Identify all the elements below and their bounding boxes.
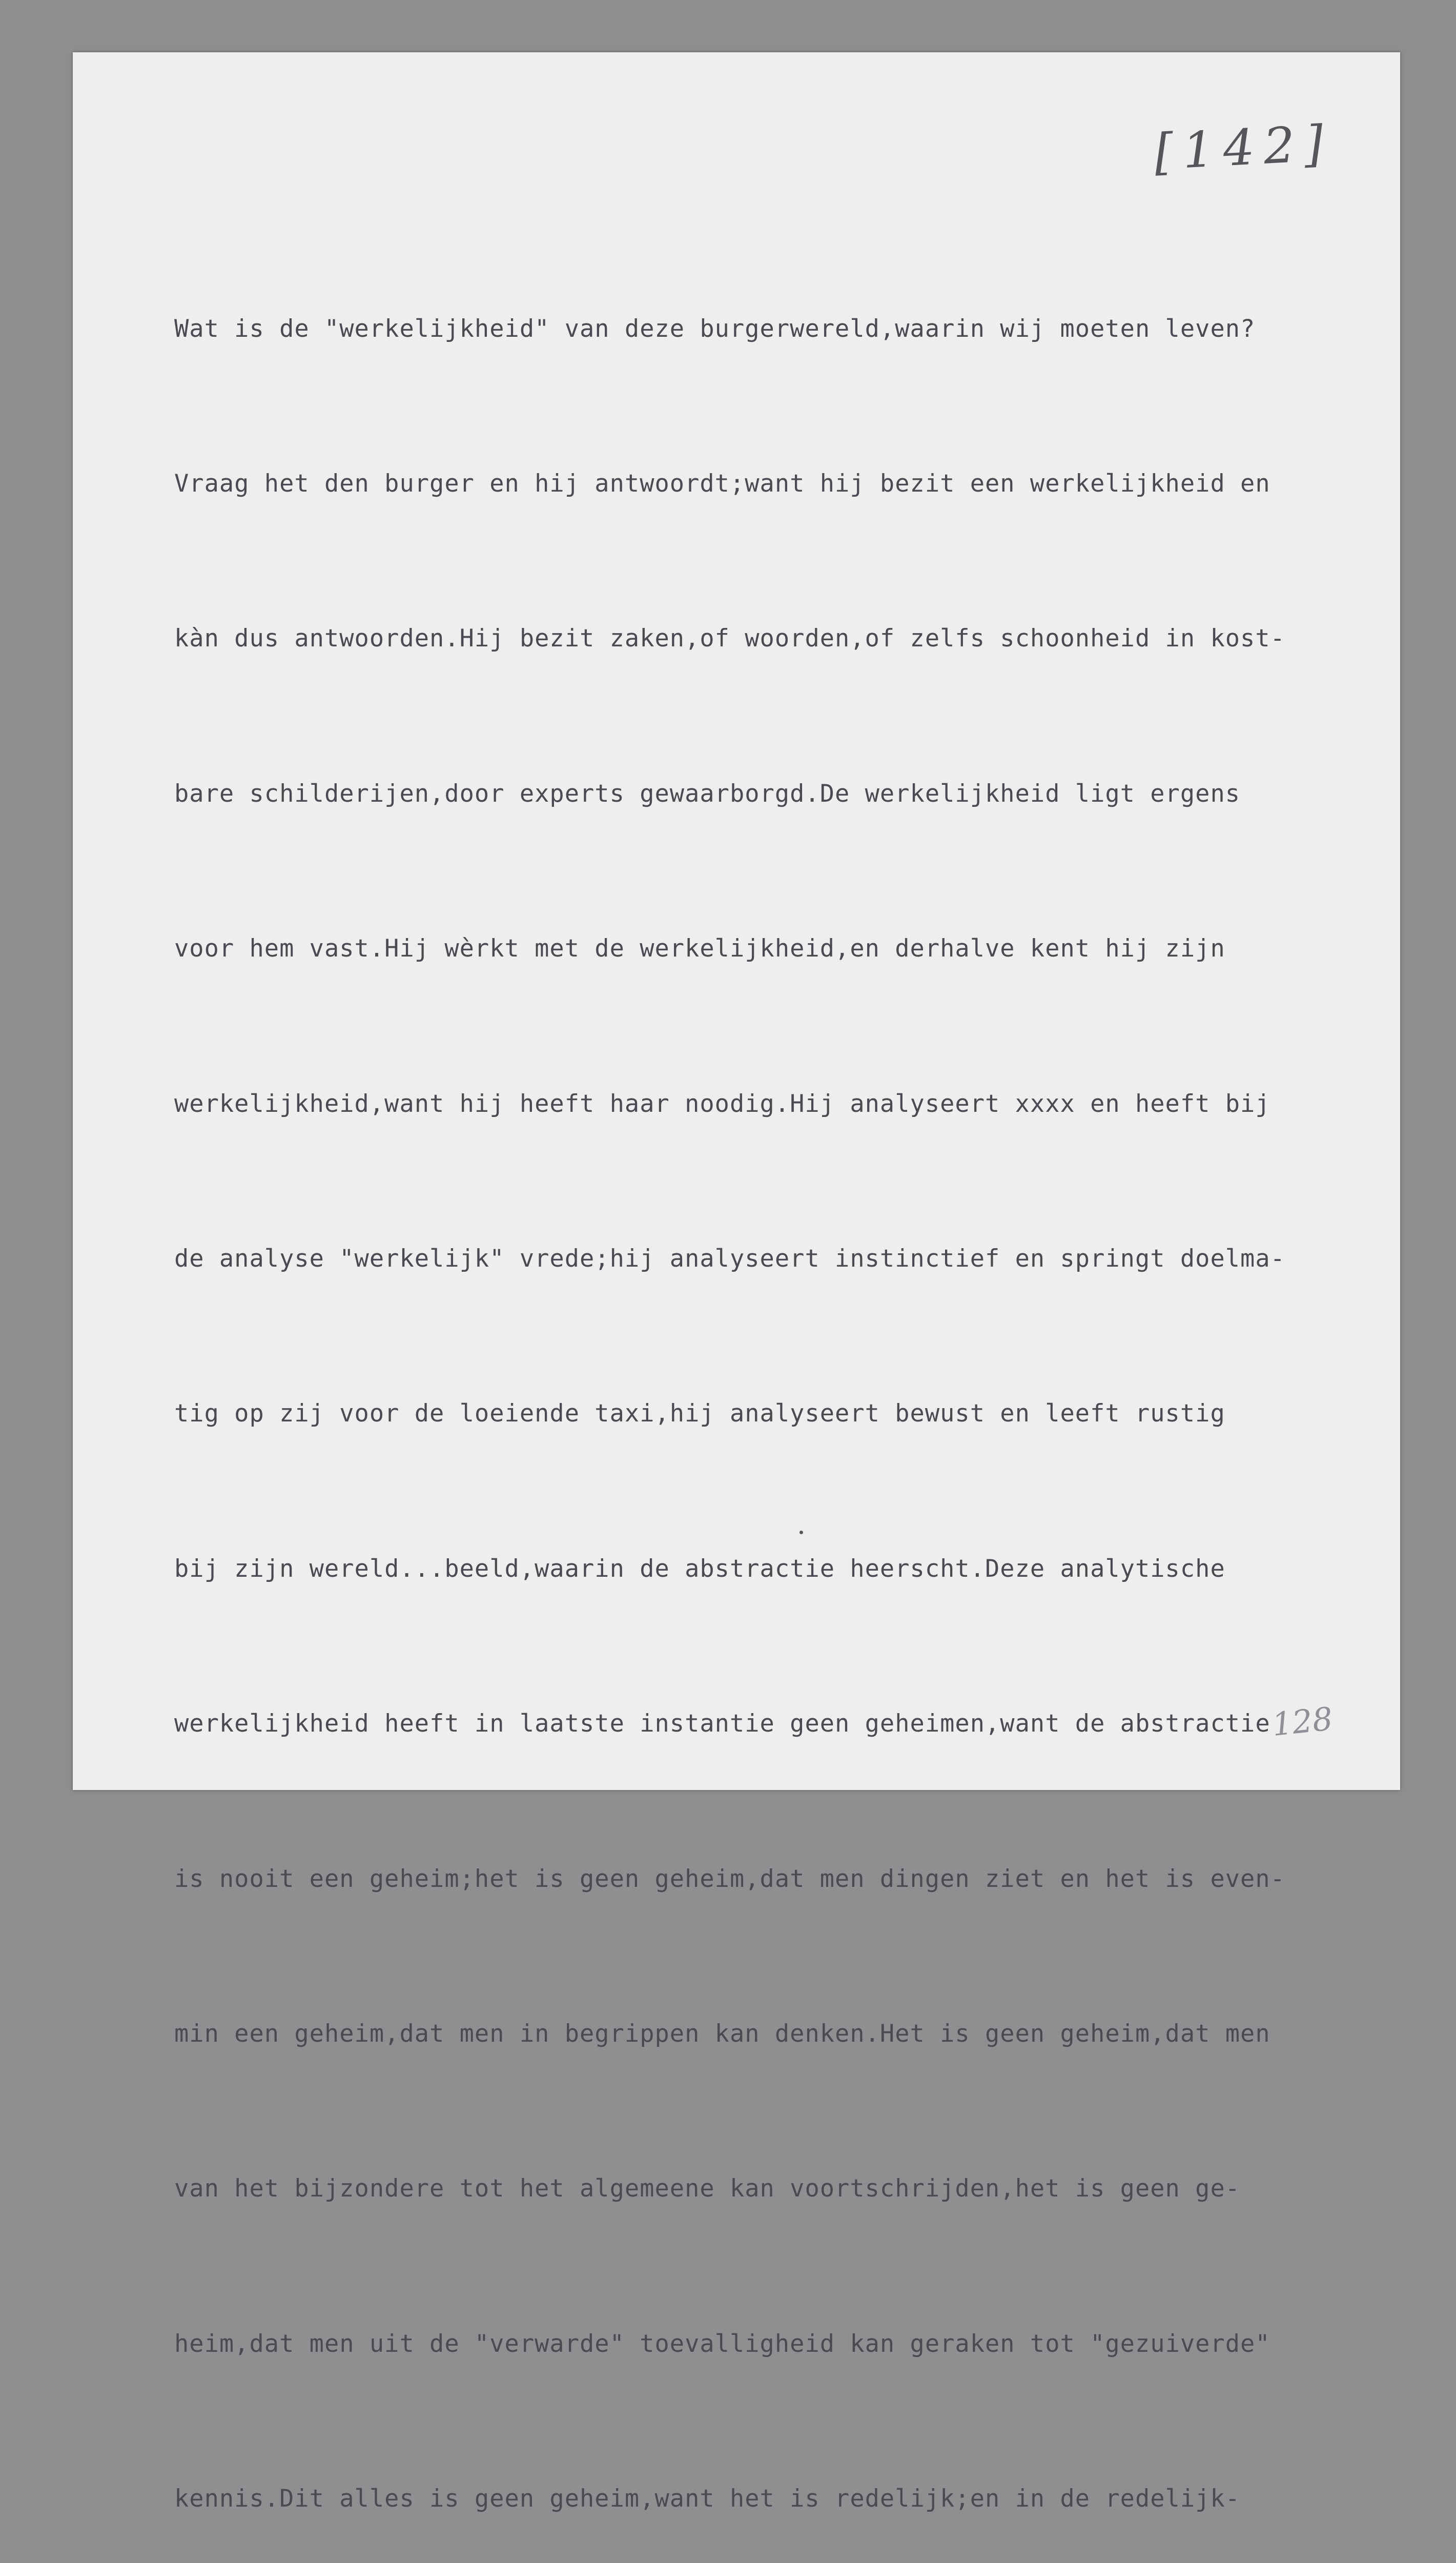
pencil-page-number: 128 [1270,1700,1335,1743]
text-line: tig op zij voor de loeiende taxi,hij analyseert bewust en leeft rustig [174,1399,1225,1428]
text-line: werkelijkheid heeft in laatste instantie geen geheimen,want de abstractie [174,1710,1270,1738]
ink-dot-mark [799,1531,803,1534]
handwritten-folio-number: [142] [1153,114,1334,181]
text-line: kàn dus antwoorden.Hij bezit zaken,of woorden,of zelfs schoonheid in kost- [174,624,1285,653]
text-line: kennis.Dit alles is geen geheim,want het is redelijk;en in de redelijk- [174,2485,1241,2513]
typed-text-block [174,200,1327,2563]
text-line: de analyse "werkelijk" vrede;hij analyseert instinctief en springt doelma- [174,1244,1285,1273]
text-line: heim,dat men uit de "verwarde" toevalligheid kan geraken tot "gezuiverde" [174,2329,1270,2358]
text-line: bare schilderijen,door experts gewaarborgd.De werkelijkheid ligt ergens [174,779,1241,808]
text-line: bij zijn wereld...beeld,waarin de abstractie heerscht.Deze analytische [174,1554,1225,1583]
text-line: Vraag het den burger en hij antwoordt;want hij bezit een werkelijkheid en [174,469,1270,498]
text-line: min een geheim,dat men in begrippen kan denken.Het is geen geheim,dat men [174,2019,1270,2048]
text-line: is nooit een geheim;het is geen geheim,dat men dingen ziet en het is even- [174,1864,1285,1893]
text-line: Wat is de "werkelijkheid" van deze burgerwereld,waarin wij moeten leven? [174,314,1256,343]
text-line: van het bijzondere tot het algemeene kan voortschrijden,het is geen ge- [174,2174,1241,2203]
text-line: voor hem vast.Hij wèrkt met de werkelijkheid,en derhalve kent hij zijn [174,934,1225,963]
text-line: werkelijkheid,want hij heeft haar noodig.Hij analyseert xxxx en heeft bij [174,1089,1270,1118]
